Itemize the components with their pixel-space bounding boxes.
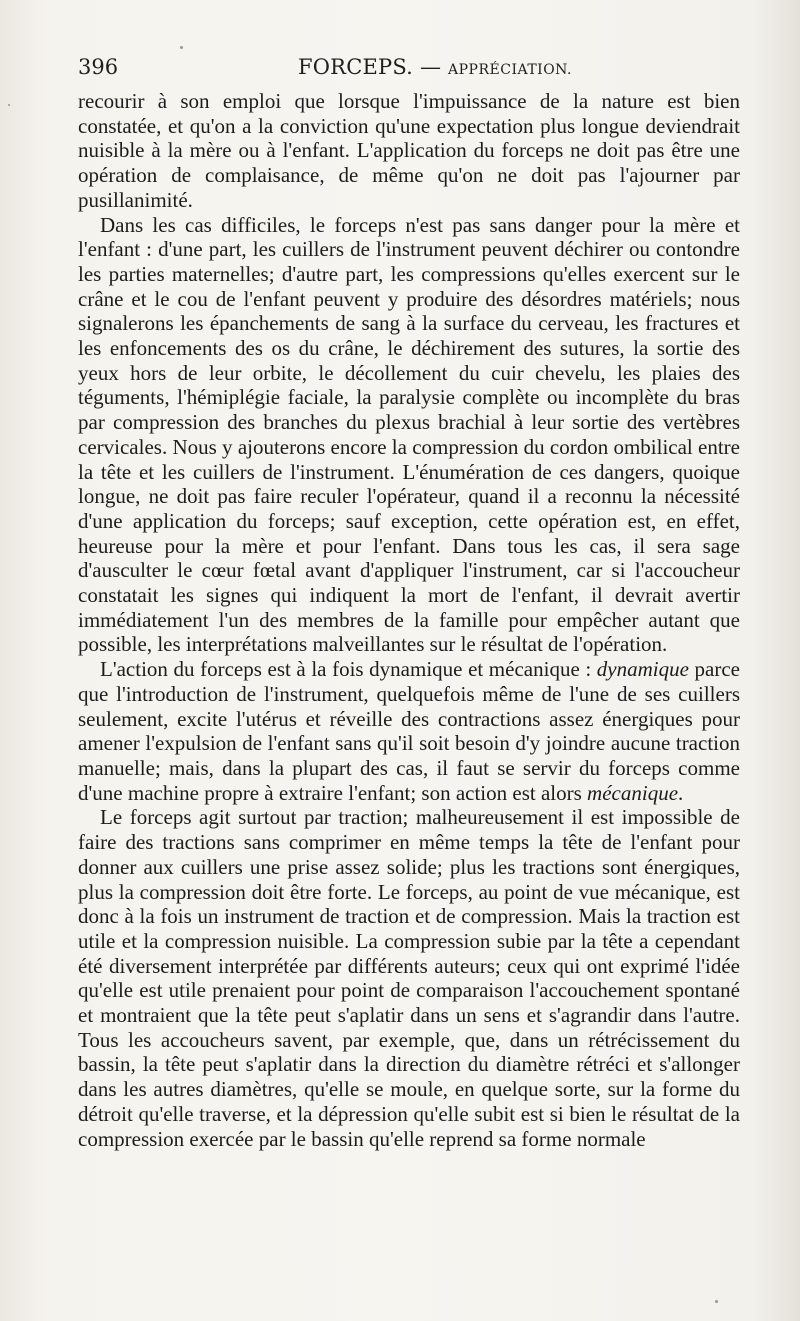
- body-text: [78, 89, 740, 1151]
- paragraph-4: [78, 805, 740, 1151]
- paragraph-text: parce que l'introduction de l'instrument, quelquefois même de l'une de ses cuillers seulement, excite l'utérus et réveille des contractions assez énergiques pour amener l'expulsion de l'enfant sans qu'il soit besoin d'y joindre aucune traction manuelle; mais, dans la plupart des cas, il faut se servir du forceps comme d'une machine propre à extraire l'enfant; son action est alors: [78, 657, 740, 805]
- paragraph-text: .: [678, 780, 684, 805]
- paper-speck: [715, 1300, 718, 1303]
- italic-term: dynamique: [596, 657, 689, 682]
- running-header: [78, 55, 740, 83]
- paragraph-text: Le forceps agit surtout par traction; malheureusement il est impossible de faire des tractions sans comprimer en même temps la tête de l'enfant pour donner aux cuillers une prise assez solide; plus les tractions sont énergiques, plus la compression doit être forte. Le forceps, au point de vue mécanique, est donc à la fois un instrument de traction et de compression. Mais la traction est utile et la compression nuisible. La compression subie par la tête a cependant été diversement interprétée par différents auteurs; ceux qui ont exprimé l'idée qu'elle est utile prenaient pour point de comparaison l'accouchement spontané et montraient que la tête peut s'aplatir dans un sens et s'agrandir dans l'autre. Tous les accoucheurs savent, par exemple, que, dans un rétrécissement du bassin, la tête peut s'aplatir dans la direction du diamètre rétréci et s'allonger dans les autres diamètres, qu'elle se moule, en quelque sorte, sur la forme du détroit qu'elle traverse, et la dépression qu'elle subit est si bien le résultat de la compression exercée par le bassin qu'elle reprend sa forme normale: [78, 805, 740, 1151]
- chapter-title: FORCEPS.: [298, 55, 414, 79]
- italic-term: mécanique: [587, 780, 679, 805]
- paragraph-1: [78, 89, 740, 213]
- paper-speck: [180, 46, 183, 49]
- paragraph-2: [78, 213, 740, 658]
- paragraph-3: [78, 657, 740, 805]
- paper-speck: [8, 104, 10, 106]
- section-subtitle: APPRÉCIATION.: [448, 62, 572, 78]
- paragraph-text: Dans les cas difficiles, le forceps n'est pas sans danger pour la mère et l'enfant : d'une part, les cuillers de l'instrument peuvent déchirer ou contondre les parties maternelles; d'autre part, les compressions qu'elles exercent sur le crâne et le cou de l'enfant peuvent y produire des désordres matériels; nous signalerons les épanchements de sang à la surface du cerveau, les fractures et les enfoncements des os du crâne, le déchirement des sutures, la sortie des yeux hors de leur orbite, le décollement du cuir chevelu, les plaies des téguments, l'hémiplégie faciale, la paralysie complète ou incomplète du bras par compression des branches du plexus brachial à leur sortie des vertèbres cervicales. Nous y ajouterons encore la compression du cordon ombilical entre la tête et les cuillers de l'instrument. L'énumération de ces dangers, quoique longue, ne doit pas faire reculer l'opérateur, quand il a reconnu la nécessité d'une application du forceps; sauf exception, cette opération est, en effet, heureuse pour la mère et pour l'enfant. Dans tous les cas, il sera sage d'ausculter le cœur fœtal avant d'appliquer l'instrument, car si l'accoucheur constatait les signes qui indiquent la mort de l'enfant, il devrait avertir immédiatement l'un des membres de la famille pour empêcher autant que possible, les interprétations malveillantes sur le résultat de l'opération.: [78, 212, 740, 657]
- running-title: [298, 55, 572, 79]
- title-separator: —: [419, 55, 442, 79]
- paragraph-text: recourir à son emploi que lorsque l'impuissance de la nature est bien constatée, et qu'on a la conviction qu'une expectation plus longue deviendrait nuisible à la mère ou à l'enfant. L'application du forceps ne doit pas être une opération de complaisance, de même qu'on ne doit pas l'ajourner par pusillanimité.: [78, 89, 740, 212]
- page-number: 396: [78, 55, 119, 79]
- paragraph-text: L'action du forceps est à la fois dynamique et mécanique :: [100, 657, 597, 682]
